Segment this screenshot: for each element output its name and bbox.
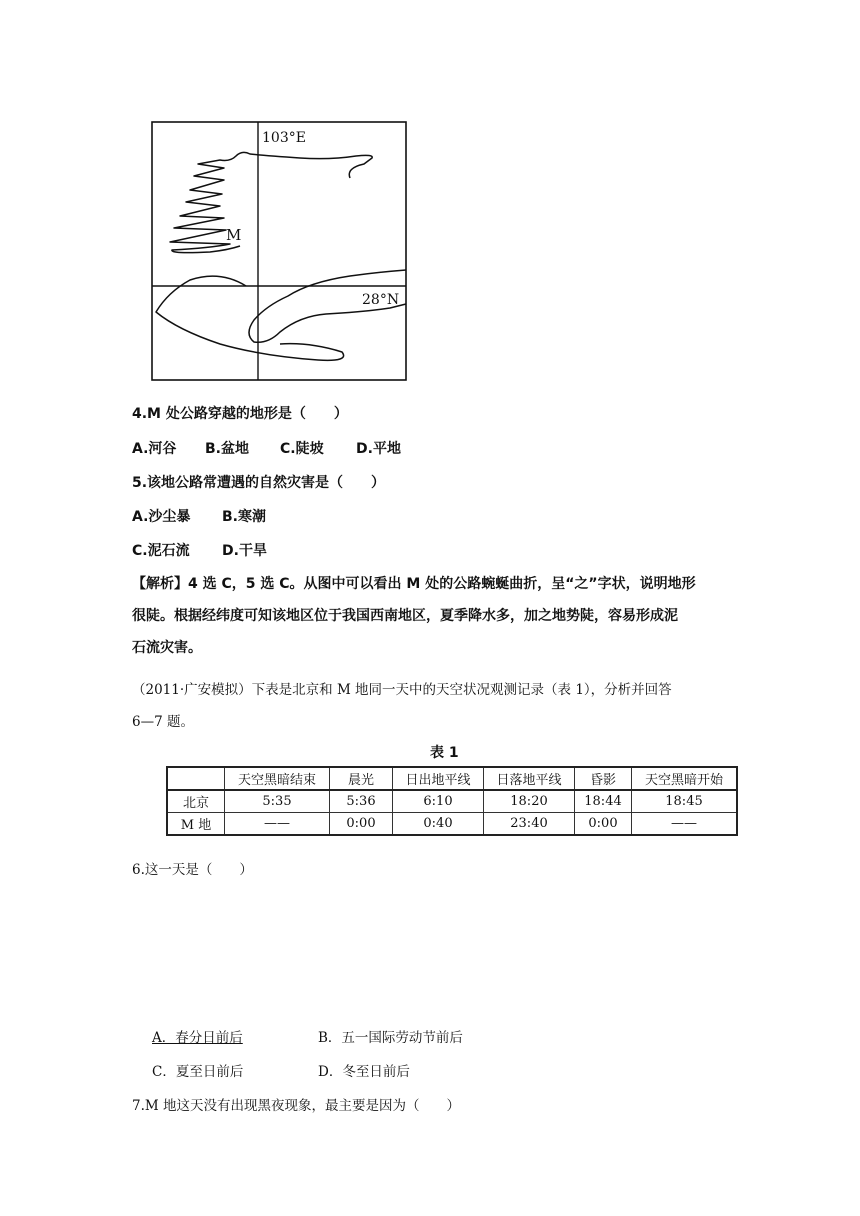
q6-option-a: A．春分日前后	[152, 1030, 243, 1046]
analysis-line-2: 很陡。根据经纬度可知该地区位于我国西南地区，夏季降水多，加之地势陡，容易形成泥	[132, 608, 678, 624]
road-map-figure	[150, 120, 412, 384]
table-header-cell: 日出地平线	[393, 767, 484, 790]
q4-option-c: C.陡坡	[280, 441, 324, 457]
q5-option-d: D.干旱	[222, 543, 267, 559]
q4-option-b: B.盆地	[205, 441, 249, 457]
q4-option-a: A.河谷	[132, 441, 177, 457]
q5-option-a: A.沙尘暴	[132, 509, 191, 525]
table-header-cell: 晨光	[330, 767, 393, 790]
analysis-text-1: 4 选 C，5 选 C。从图中可以看出 M 处的公路蜿蜒曲折，呈“之”字状，说明地形	[188, 576, 696, 592]
analysis-line-3: 石流灾害。	[132, 640, 202, 656]
table-row	[167, 813, 737, 836]
table-cell: 18:45	[632, 790, 738, 813]
observation-table	[166, 766, 738, 836]
road-loop-west	[156, 276, 344, 360]
table-header-cell: 昏影	[575, 767, 632, 790]
table-header-cell: 天空黑暗开始	[632, 767, 738, 790]
road-upper	[170, 152, 372, 252]
table-cell: 23:40	[484, 813, 575, 836]
q6-option-b: B．五一国际劳动节前后	[318, 1030, 463, 1046]
q4-option-d: D.平地	[356, 441, 401, 457]
table-row	[167, 790, 737, 813]
observation-table-wrap	[166, 766, 738, 836]
intro-line-2: 6—7 题。	[132, 714, 194, 730]
q6-stem: 6.这一天是（ ）	[132, 862, 253, 878]
table-cell: 18:20	[484, 790, 575, 813]
table-cell: 0:40	[393, 813, 484, 836]
q6-option-d: D．冬至日前后	[318, 1064, 410, 1080]
point-m-label: M	[226, 226, 242, 244]
table-header-cell: 天空黑暗结束	[225, 767, 330, 790]
table-header-cell: 日落地平线	[484, 767, 575, 790]
table-cell: ——	[632, 813, 738, 836]
table-cell: 北京	[167, 790, 225, 813]
table-cell: 5:35	[225, 790, 330, 813]
table-cell: 18:44	[575, 790, 632, 813]
table-caption: 表 1	[430, 745, 459, 761]
q6-option-c: C．夏至日前后	[152, 1064, 244, 1080]
latitude-label: 28°N	[362, 292, 400, 308]
q5-option-b: B.寒潮	[222, 509, 266, 525]
table-cell: 6:10	[393, 790, 484, 813]
analysis-tag: 【解析】	[132, 576, 188, 592]
table-cell: M 地	[167, 813, 225, 836]
table-cell: 5:36	[330, 790, 393, 813]
table-cell: ——	[225, 813, 330, 836]
q5-option-c: C.泥石流	[132, 543, 190, 559]
intro-line-1: （2011·广安模拟）下表是北京和 M 地同一天中的天空状况观测记录（表 1），分析并回答	[132, 682, 672, 698]
table-cell: 0:00	[575, 813, 632, 836]
q5-stem: 5.该地公路常遭遇的自然灾害是（ ）	[132, 475, 386, 491]
longitude-label: 103°E	[262, 130, 306, 146]
analysis-line-1	[132, 572, 696, 596]
table-cell: 0:00	[330, 813, 393, 836]
q4-stem: 4.M 处公路穿越的地形是（ ）	[132, 406, 348, 422]
q7-stem: 7.M 地这天没有出现黑夜现象，最主要是因为（ ）	[132, 1098, 460, 1114]
table-header-cell	[167, 767, 225, 790]
table-header-row	[167, 767, 737, 790]
